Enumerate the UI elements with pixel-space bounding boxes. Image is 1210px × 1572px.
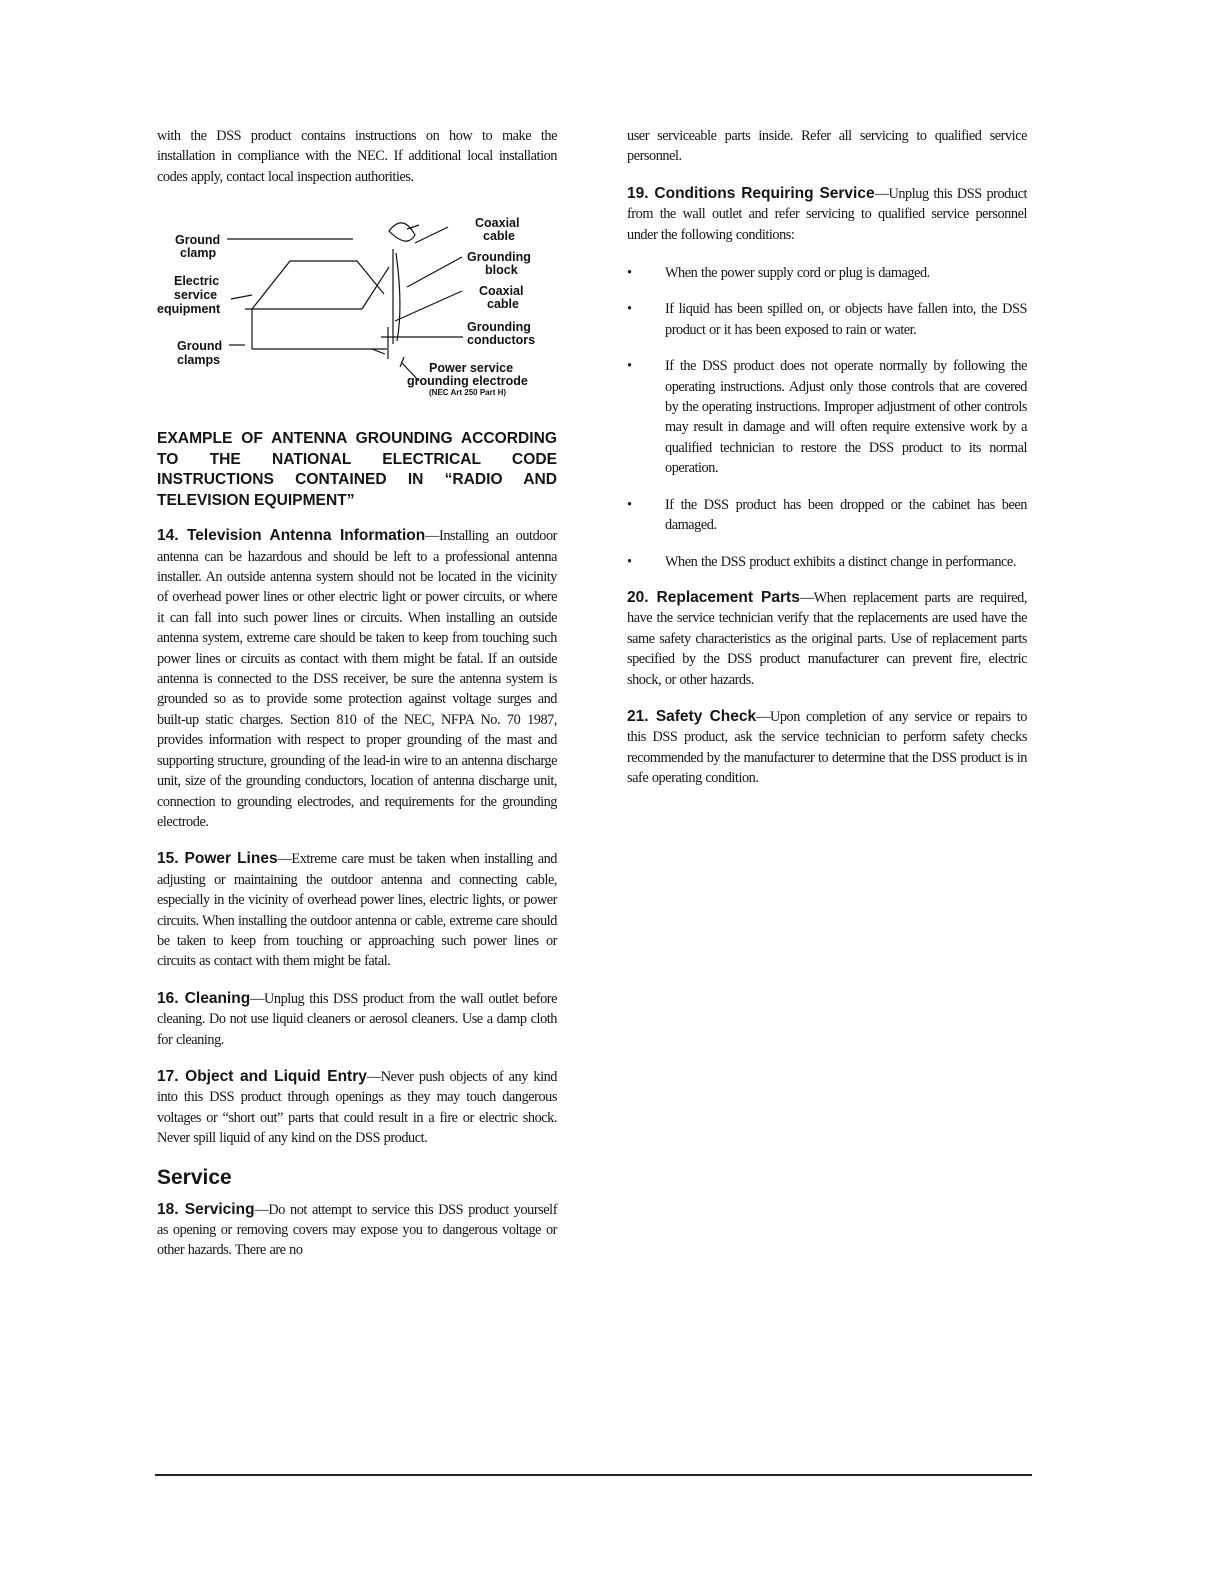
label-ground-clamps: Ground [177, 339, 223, 354]
section-17 [157, 1067, 557, 1149]
service-heading: Service [157, 1165, 232, 1189]
section-20-heading: 20. Replacement Parts [627, 588, 800, 606]
section-18 [157, 1200, 557, 1261]
label-power-service: Power service [429, 361, 514, 376]
section-19-text: —Unplug this DSS product from the wall outlet and refer servicing to qualified service personnel under the following conditions: [627, 185, 1027, 243]
list-item: • If liquid has been spilled on, or objects have fallen into, the DSS product or it has been exposed to rain or water. [627, 301, 1027, 338]
section-20 [627, 588, 1027, 690]
label-coaxial-cable-top-2: cable [483, 229, 515, 244]
bullet-icon: • [627, 301, 632, 318]
section-20-text: —When replacement parts are required, have the service technician verify that the replacements are used have the same safety characteristics as the original parts. Use of replacement parts specified by the DSS product manufacturer can prevent fire, electric shock, or other hazards. [627, 589, 1027, 688]
figure-caption: EXAMPLE OF ANTENNA GROUNDING ACCORDING TO THE NATIONAL ELECTRICAL CODE INSTRUCTIONS CONTAINED IN “RADIO AND TELEVISION EQUIPMENT” [157, 430, 557, 509]
section-18-text: —Do not attempt to service this DSS product yourself as opening or removing covers may expose you to dangerous voltage or other hazards. There are no [157, 1201, 557, 1259]
list-item: • When the power supply cord or plug is damaged. [627, 263, 1027, 283]
label-grounding-block-2: block [485, 263, 518, 278]
section-18-continued: user serviceable parts inside. Refer all servicing to qualified service personnel. [627, 128, 1027, 165]
label-electric-service: Electric [174, 274, 220, 289]
section-18-heading: 18. Servicing [157, 1200, 255, 1218]
bullet-icon: • [627, 265, 632, 282]
label-coaxial-cable-top: Coaxial [475, 216, 520, 231]
satellite-dish [389, 223, 415, 241]
grounding-diagram-drawing [157, 209, 557, 429]
section-14-text: —Installing an outdoor antenna can be hazardous and should be left to a professional antenna installer. An outside antenna system should not be located in the vicinity of overhead power lines or other electric light or power circuits, or where it can fall into such power lines or circuits. When installing an outside antenna system, extreme care should be taken to keep from touching such power lines or circuits as contact with them might be fatal. If an outside antenna is connected to the DSS receiver, be sure the antenna system is grounded so as to provide some protection against voltage surges and built-up static charges. Section 810 of the NEC, NFPA No. 70 1987, provides information with respect to proper grounding of the mast and supporting structure, grounding of the lead-in wire to an antenna discharge unit, size of the grounding conductors, location of antenna discharge unit, connection to grounding electrodes, and requirements for the grounding electrode. [157, 528, 557, 830]
label-ground-clamp-2: clamp [180, 246, 217, 261]
section-21-heading: 21. Safety Check [627, 707, 757, 725]
house-roof-line [252, 261, 384, 309]
section-17-heading: 17. Object and Liquid Entry [157, 1067, 367, 1085]
section-14-heading: 14. Television Antenna Information [157, 527, 426, 545]
coaxial-cable-run [396, 253, 400, 341]
house-roof-right [362, 267, 389, 309]
section-16 [157, 989, 557, 1050]
intro-paragraph: with the DSS product contains instructions on how to make the installation in compliance with the NEC. If additional local installation codes apply, contact local inspection authorities. [157, 128, 557, 185]
label-ground-clamp: Ground [175, 233, 221, 248]
bullet-icon: • [627, 553, 632, 570]
label-electric-service-3: equipment [157, 302, 221, 317]
bullet-icon: • [627, 496, 632, 513]
service-conditions-list [627, 263, 1027, 572]
label-grounding-conductors-2: conductors [467, 333, 536, 348]
section-15-heading: 15. Power Lines [157, 850, 278, 868]
antenna-grounding-diagram [157, 209, 557, 429]
label-ground-clamps-2: clamps [177, 353, 221, 368]
section-16-text: —Unplug this DSS product from the wall outlet before cleaning. Do not use liquid cleaners or aerosol cleaners. Use a damp cloth for cleaning. [157, 990, 557, 1048]
label-electric-service-2: service [174, 288, 218, 303]
left-column [157, 126, 557, 1278]
label-coaxial-cable-mid: Coaxial [479, 284, 524, 299]
section-15 [157, 849, 557, 971]
footer-rule [155, 1474, 1032, 1476]
section-15-text: —Extreme care must be taken when installing and adjusting or maintaining the outdoor antenna and connecting cable, especially in the vicinity of overhead power lines, electric lights, or power circuits. When installing the outdoor antenna or cable, extreme care should be taken to keep from touching or approaching such power lines or circuits as contact with them might be fatal. [157, 851, 557, 970]
section-16-heading: 16. Cleaning [157, 989, 251, 1007]
section-21 [627, 707, 1027, 789]
right-column [627, 126, 1027, 806]
label-grounding-block: Grounding [467, 250, 531, 265]
bullet-icon: • [627, 358, 632, 375]
section-17-text: —Never push objects of any kind into this DSS product through openings as they may touch dangerous voltages or “short out” parts that could result in a fire or electric shock. Never spill liquid of any kind on the DSS product. [157, 1068, 557, 1147]
list-item: • If the DSS product does not operate normally by following the operating instructions. Adjust only those controls that are covered by the operating instructions. Improper adjustment of other controls may result in damage and will often require extensive work by a qualified technician to restore the DSS product to its normal operation. [627, 358, 1027, 477]
section-19-heading: 19. Conditions Requiring Service [627, 184, 875, 202]
section-14 [157, 526, 557, 832]
label-grounding-electrode: grounding electrode [407, 374, 528, 389]
section-19 [627, 184, 1027, 245]
list-item: • When the DSS product exhibits a distinct change in performance. [627, 552, 1027, 572]
list-item: • If the DSS product has been dropped or the cabinet has been damaged. [627, 496, 1027, 534]
label-nec-reference: (NEC Art 250 Part H) [429, 388, 507, 398]
label-coaxial-cable-mid-2: cable [487, 297, 519, 312]
section-21-text: —Upon completion of any service or repairs to this DSS product, ask the service technician to perform safety checks recommended by the manufacturer to determine that the DSS product is in safe operating condition. [627, 708, 1027, 787]
label-grounding-conductors: Grounding [467, 320, 531, 335]
